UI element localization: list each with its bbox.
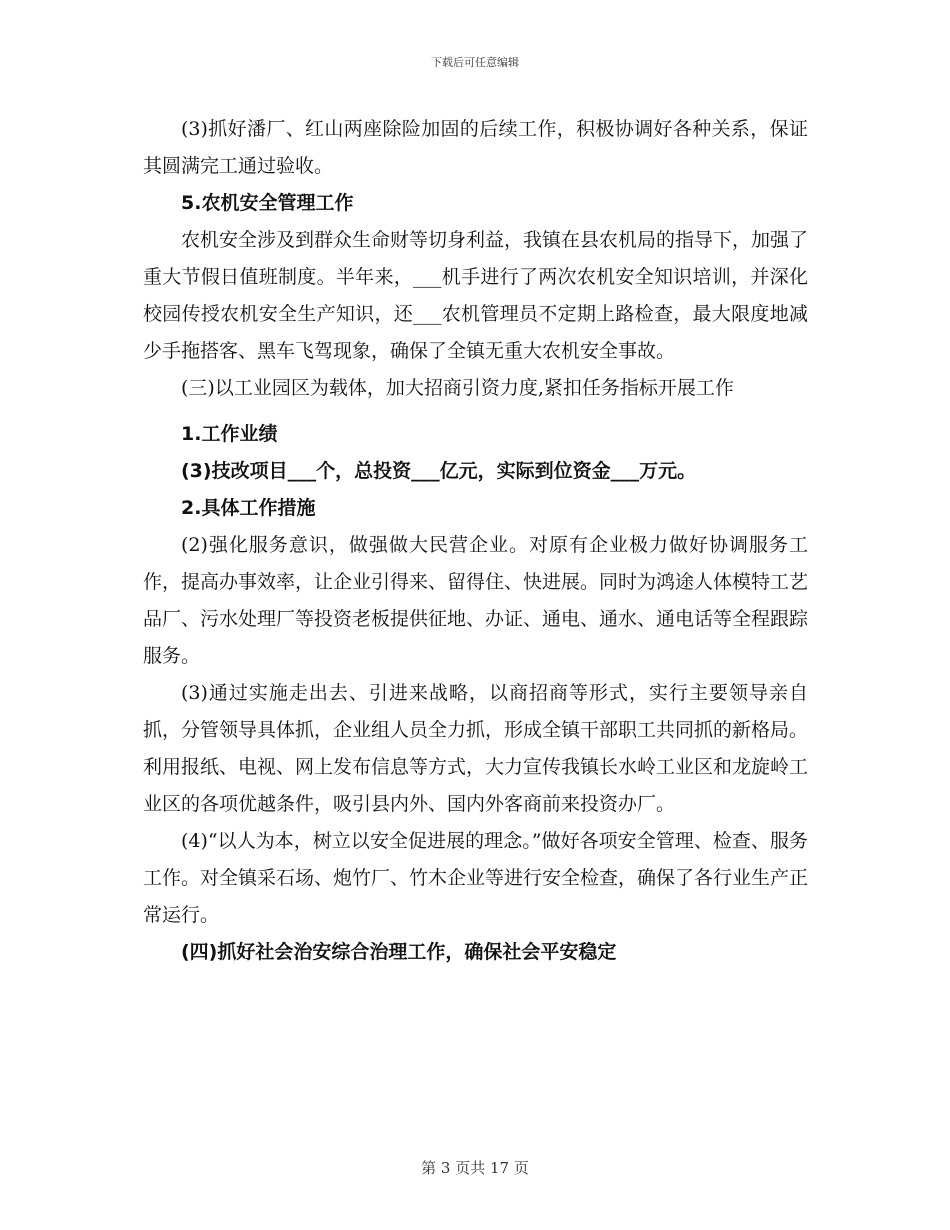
- heading-farm-machinery-safety: 5.农机安全管理工作: [181, 192, 354, 214]
- page-number: 第 3 页共 17 页: [421, 1159, 529, 1177]
- paragraph-safety-management: (4)“以人为本，树立以安全促进展的理念。”做好各项安全管理、检查、服务工作。对全镇采石场、炮竹厂、竹木企业等进行安全检查，确保了各行业生产正常运行。: [143, 830, 809, 926]
- heading-specific-measures: 2.具体工作措施: [181, 497, 316, 519]
- paragraph-flood-control: (3)抓好潘厂、红山两座除险加固的后续工作，积极协调好各种关系，保证其圆满完工通过验收。: [143, 118, 808, 177]
- page-header: 下载后可任意编辑: [431, 56, 519, 69]
- paragraph-investment-strategy: (3)通过实施走出去、引进来战略，以商招商等形式，实行主要领导亲自抓，分管领导具体抓，企业组人员全力抓，形成全镇干部职工共同抓的新格局。利用报纸、电视、网上发布信息等方式，大力宣传我镇长水岭工业区和龙旋岭工业区的各项优越条件，吸引县内外、国内外客商前来投资办厂。: [143, 682, 809, 815]
- document-body: [143, 111, 808, 971]
- spacer: [143, 407, 808, 416]
- paragraph-farm-machinery: 农机安全涉及到群众生命财等切身利益，我镇在县农机局的指导下，加强了重大节假日值班制度。半年来，___机手进行了两次农机安全知识培训，并深化校园传授农机安全生产知识，还___农机管理员不定期上路检查，最大限度地减少手拖搭客、黑车飞驾现象，确保了全镇无重大农机安全事故。: [143, 229, 809, 362]
- paragraph-tech-projects: (3)技改项目___个，总投资___亿元，实际到位资金___万元。: [181, 460, 697, 482]
- paragraph-industrial-park: (三)以工业园区为载体，加大招商引资力度,紧扣任务指标开展工作: [181, 377, 734, 399]
- paragraph-service-awareness: (2)强化服务意识，做强做大民营企业。对原有企业极力做好协调服务工作，提高办事效率，让企业引得来、留得住、快进展。同时为鸿途人体模特工艺品厂、污水处理厂等投资老板提供征地、办证、通电、通水、通电话等全程跟踪服务。: [143, 534, 809, 667]
- heading-public-security: (四)抓好社会治安综合治理工作，确保社会平安稳定: [181, 941, 617, 963]
- heading-work-results: 1.工作业绩: [181, 423, 278, 445]
